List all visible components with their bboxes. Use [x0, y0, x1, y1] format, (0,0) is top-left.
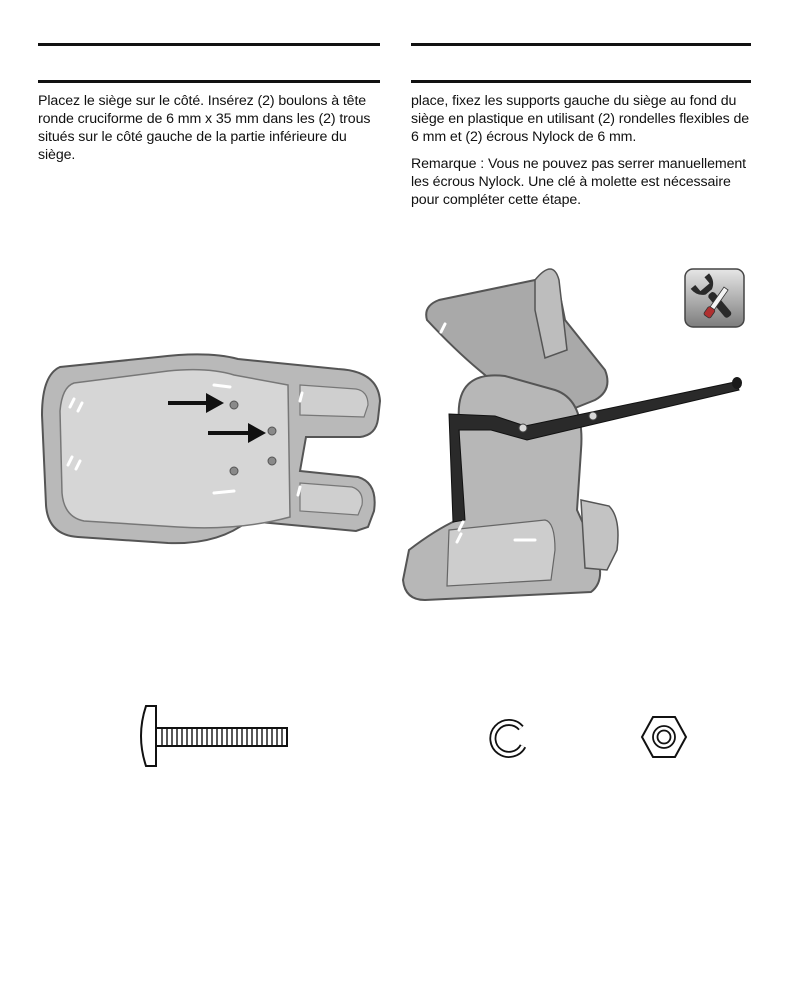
left-top-rule [38, 43, 380, 46]
bolt-icon [136, 700, 292, 772]
seat-bottom-illustration [38, 345, 383, 575]
nylock-nut-icon [640, 714, 688, 760]
right-instruction: place, fixez les supports gauche du siège au fond du siège en plastique en utilisant (2) rondelles flexibles de 6 mm et (2) écrous Nylock de 6 mm. [411, 93, 750, 145]
right-header-rule [411, 80, 751, 83]
left-instruction: Placez le siège sur le côté. Insérez (2) boulons à tête ronde cruciforme de 6 mm x 35 mm dans les (2) trous situés sur le côté gauche de la partie inférieure du siège. [38, 93, 371, 163]
right-top-rule [411, 43, 751, 46]
right-note: Remarque : Vous ne pouvez pas serrer manuellement les écrous Nylock. Une clé à molette est nécessaire pour compléter cette étape. [411, 156, 746, 208]
wrench-icon [684, 268, 745, 328]
left-column-text [38, 92, 383, 173]
right-column-text [411, 92, 756, 218]
washer-icon [488, 718, 530, 760]
left-header-rule [38, 80, 380, 83]
